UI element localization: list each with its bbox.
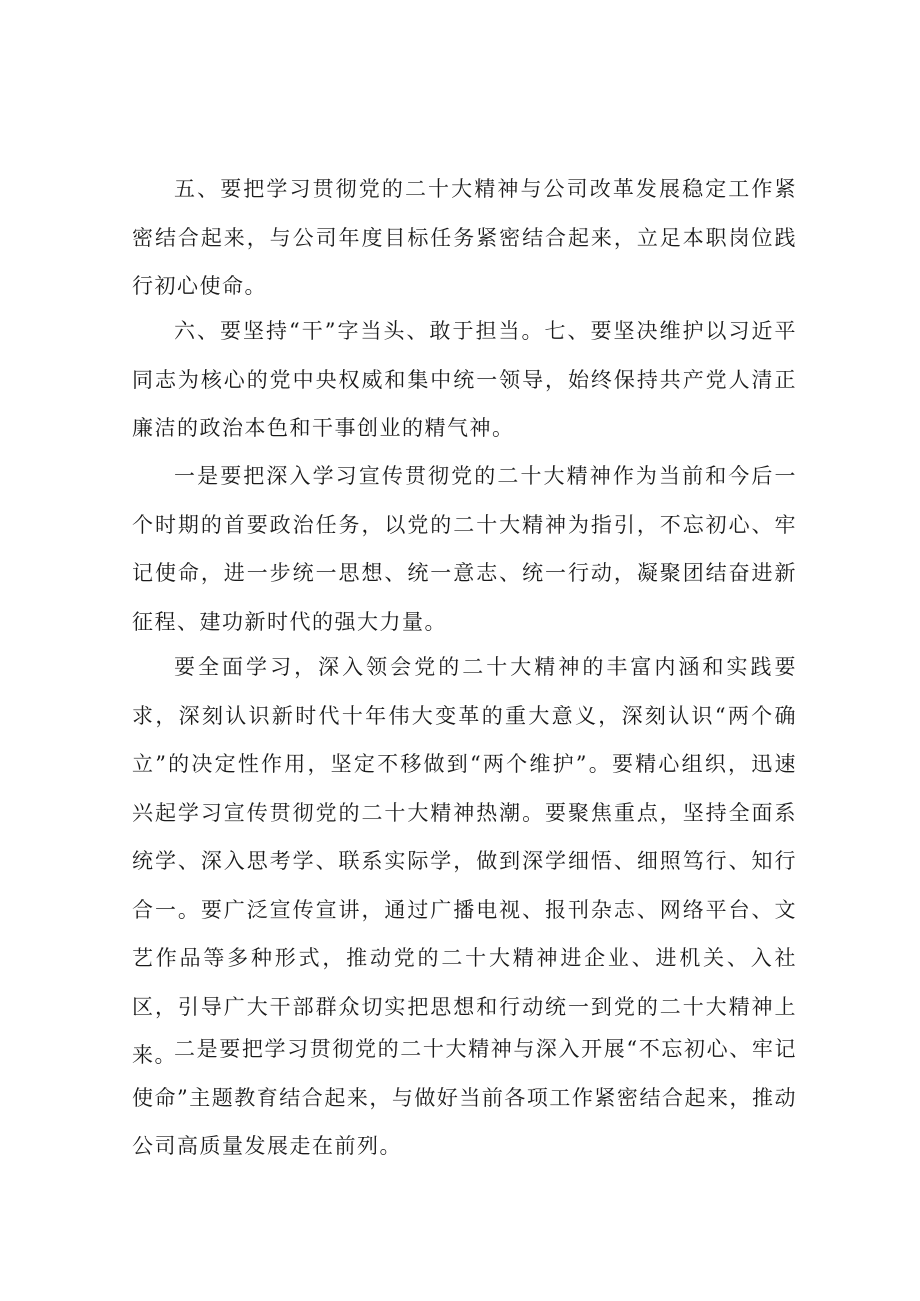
paragraph-second-point: 二是要把学习贯彻党的二十大精神与深入开展“不忘初心、牢记使命”主题教育结合起来，与做好当前各项工作紧密结合起来，推动公司高质量发展走在前列。 — [132, 1037, 797, 1158]
paragraph-five: 五、要把学习贯彻党的二十大精神与公司改革发展稳定工作紧密结合起来，与公司年度目标任务紧密结合起来，立足本职岗位践行初心使命。 — [132, 177, 797, 298]
paragraph-six-seven: 六、要坚持“干”字当头、敢于担当。七、要坚决维护以习近平同志为核心的党中央权威和集中统一领导，始终保持共产党人清正廉洁的政治本色和干事创业的精气神。 — [132, 319, 797, 440]
paragraph-first-point: 一是要把深入学习宣传贯彻党的二十大精神作为当前和今后一个时期的首要政治任务，以党的二十大精神为指引，不忘初心、牢记使命，进一步统一思想、统一意志、统一行动，凝聚团结奋进新征程、建功新时代的强大力量。 — [132, 464, 797, 634]
paragraph-comprehensive-study: 要全面学习，深入领会党的二十大精神的丰富内涵和实践要求，深刻认识新时代十年伟大变革的重大意义，深刻认识“两个确立”的决定性作用，坚定不移做到“两个维护”。要精心组织，迅速兴起学习宣传贯彻党的二十大精神热潮。要聚焦重点，坚持全面系统学、深入思考学、联系实际学，做到深学细悟、细照笃行、知行合一。要广泛宣传宣讲，通过广播电视、报刊杂志、网络平台、文艺作品等多种形式，推动党的二十大精神进企业、进机关、入社区，引导广大干部群众切实把思想和行动统一到党的二十大精神上来。 — [132, 655, 797, 1067]
